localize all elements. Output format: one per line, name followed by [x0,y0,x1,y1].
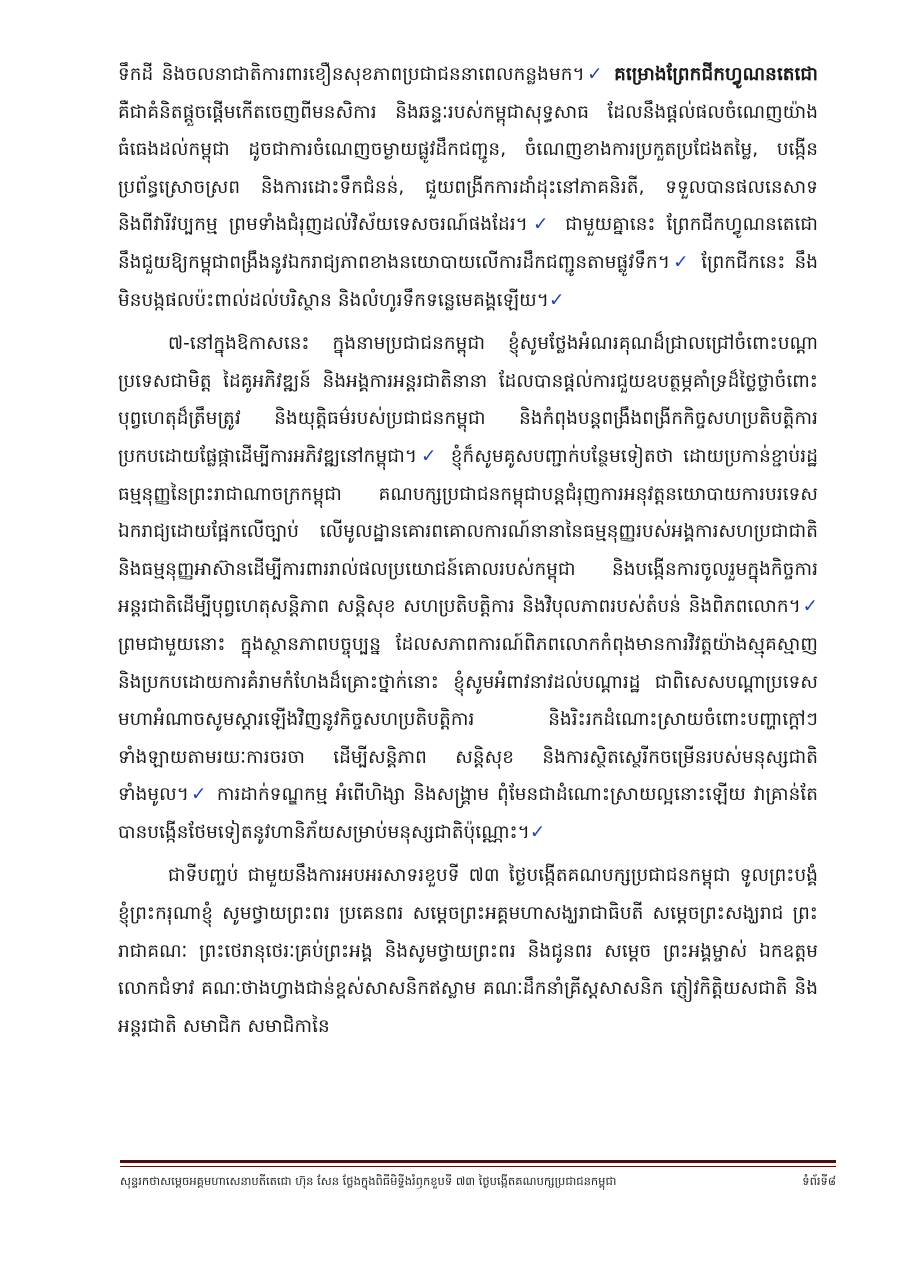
text-run: ៧-នៅក្នុងឱកាសនេះ ក្នុងនាមប្រជាជនកម្ពុជា ខ្ញុំសូមថ្លែងអំណរគុណដ៏ជ្រាលជ្រៅចំពោះបណ្តាប្រទេសជាមិត្ត ដៃគូអភិវឌ្ឍន៍ និងអង្គការអន្តរជាតិនានា ដែលបានផ្តល់ការជួយឧបត្ថម្ភគាំទ្រដ៏ថ្លៃថ្លាចំពោះបុព្វហេតុដ៏ត្រឹមត្រូវ និងយុត្តិធម៌របស់ប្រជាជនកម្ពុជា និងកំពុងបន្តពង្រឹងពង្រីកកិច្ចសហប្រតិបត្តិការប្រកបដោយផ្លែផ្កាដើម្បីការអភិវឌ្ឍនៅកម្ពុជា។ [118,333,818,467]
document-body [118,56,818,1051]
footer-rule-thin [120,1166,836,1167]
text-run: ខ្ញុំក៏សូមគូសបញ្ជាក់បន្ថែមទៀតថា ដោយប្រកាន់ខ្ជាប់រដ្ឋធម្មនុញ្ញនៃព្រះរាជាណាចក្រកម្ពុជា គណបក្សប្រជាជនកម្ពុជាបន្តជំរុញការអនុវត្តនយោបាយការបរទេសឯករាជ្យដោយផ្អែកលើច្បាប់ លើមូលដ្ឋានគោរពគោលការណ៍នានានៃធម្មនុញ្ញរបស់អង្គការសហប្រជាជាតិ និងធម្មនុញ្ញអាស៊ានដើម្បីការពាររាល់ផលប្រយោជន៍គោលរបស់កម្ពុជា និងបង្កើនការចូលរួមក្នុងកិច្ចការអន្តរជាតិដើម្បីបុព្វហេតុសន្តិភាព សន្តិសុខ សហប្រតិបត្តិការ និងវិបុលភាពរបស់តំបន់ និងពិភពលោក។ [118,445,818,618]
text-run: ព្រែកជីកនេះ នឹងមិនបង្កផលប៉ះពាល់ដល់បរិស្ថាន និងលំហូរទឹកទន្លេមេគង្គឡើយ។ [118,251,818,311]
footer-caption: សុន្ទរកថាសម្តេចអគ្គមហាសេនាបតីតេជោ ហ៊ុន សែន ថ្លែងក្នុងពិធីមិទ្ទីងរំឭកខួបទី ៧៣ ថ្ងៃបង្កើតគណបក្សប្រជាជនកម្ពុជា [120,1174,617,1188]
text-run: ការដាក់ទណ្ឌកម្ម អំពើហិង្សា និងសង្គ្រាម ពុំមែនជាដំណោះស្រាយល្អនោះឡើយ វាគ្រាន់តែបានបង្កើនថែមទៀតនូវហានិភ័យសម្រាប់មនុស្សជាតិប៉ុណ្ណោះ។ [118,784,818,843]
footer-rule-thick [120,1160,836,1163]
check-mark-icon: ✓ [670,251,702,273]
text-run: គឺជាគំនិតផ្តួចផ្តើមកើតចេញពីមនសិការ និងឆន្ទៈរបស់កម្ពុជាសុទ្ធសាធ ដែលនឹងផ្តល់ផលចំណេញយ៉ាងធំធេងដល់កម្ពុជា ដូចជាការចំណេញចម្ងាយផ្លូវដឹកជញ្ជូន, ចំណេញខាងការប្រកួតប្រជែងតម្លៃ, បង្កើនប្រព័ន្ធស្រោចស្រព និងការដោះទឹកជំនន់, ជួយពង្រីកការដាំដុះនៅភាគនិរតី, ទទួលបានផលនេសាទ និងពីវារីវប្បកម្ម ព្រមទាំងជំរុញដល់វិស័យទេសចរណ៍ផងដែរ។ [118,101,818,236]
paragraph-3 [118,857,818,1045]
check-mark-icon: ✓ [417,445,451,467]
text-run: ជាទីបញ្ចប់ ជាមួយនឹងការអបអរសាទរខួបទី ៧៣ ថ្ងៃបង្កើតគណបក្សប្រជាជនកម្ពុជា ទូលព្រះបង្គំ ខ្ញុំព្រះករុណាខ្ញុំ សូមថ្វាយព្រះពរ ប្រគេនពរ សម្តេចព្រះអគ្គមហាសង្ឃរាជាធិបតី សម្តេចព្រះសង្ឃរាជ ព្រះរាជាគណៈ ព្រះថេរានុថេរៈគ្រប់ព្រះអង្គ និងសូមថ្វាយព្រះពរ និងជូនពរ សម្តេច ព្រះអង្គម្ចាស់ ឯកឧត្តម លោកជំទាវ គណៈថាងហ្វាងជាន់ខ្ពស់សាសនិកឥស្លាម គណៈដឹកនាំគ្រីស្តសាសនិក ភ្ញៀវកិត្តិយសជាតិ និងអន្តរជាតិ សមាជិក សមាជិកានៃ [118,865,818,1037]
check-mark-icon: ✓ [549,289,565,311]
text-run: ទឹកដី និងចលនាជាតិការពារខឿនសុខភាពប្រជាជននាពេលកន្លងមក។ [118,64,585,85]
check-mark-icon: ✓ [189,784,217,806]
paragraph-2 [118,325,818,851]
paragraph-1 [118,56,818,319]
check-mark-icon: ✓ [527,214,566,236]
page-number: ទំព័រទី៨ [802,1174,836,1188]
check-mark-icon: ✓ [800,596,818,618]
text-run: ជាមួយគ្នានេះ ព្រែកជីកហ្វូណនតេជោ នឹងជួយឱ្យកម្ពុជាពង្រឹងនូវឯករាជ្យភាពខាងនយោបាយលើការដឹកជញ្ជូនតាមផ្លូវទឹក។ [118,214,819,273]
bold-text-run: គម្រោងព្រែកជីកហ្វូណនតេជោ [614,64,818,85]
text-run: ព្រមជាមួយនោះ ក្នុងស្ថានភាពបច្ចុប្បន្ន ដែលសភាពការណ៍ពិភពលោកកំពុងមានការវិវត្តយ៉ាងស្មុគស្មាញ និងប្រកបដោយការគំរាមកំហែងដ៏គ្រោះថ្នាក់នោះ ខ្ញុំសូមអំពាវនាវដល់បណ្តារដ្ឋ ជាពិសេសបណ្តាប្រទេសមហាអំណាចសូមស្តារឡើងវិញនូវកិច្ចសហប្រតិបត្តិការ និងរិះរកដំណោះស្រាយចំពោះបញ្ហាក្តៅៗទាំងឡាយតាមរយៈការចរចា ដើម្បីសន្តិភាព សន្តិសុខ និងការស្ថិតស្ថេរីកចម្រើនរបស់មនុស្សជាតិទាំងមូល។ [118,633,818,806]
check-mark-icon: ✓ [529,821,546,843]
check-mark-icon: ✓ [584,64,615,85]
